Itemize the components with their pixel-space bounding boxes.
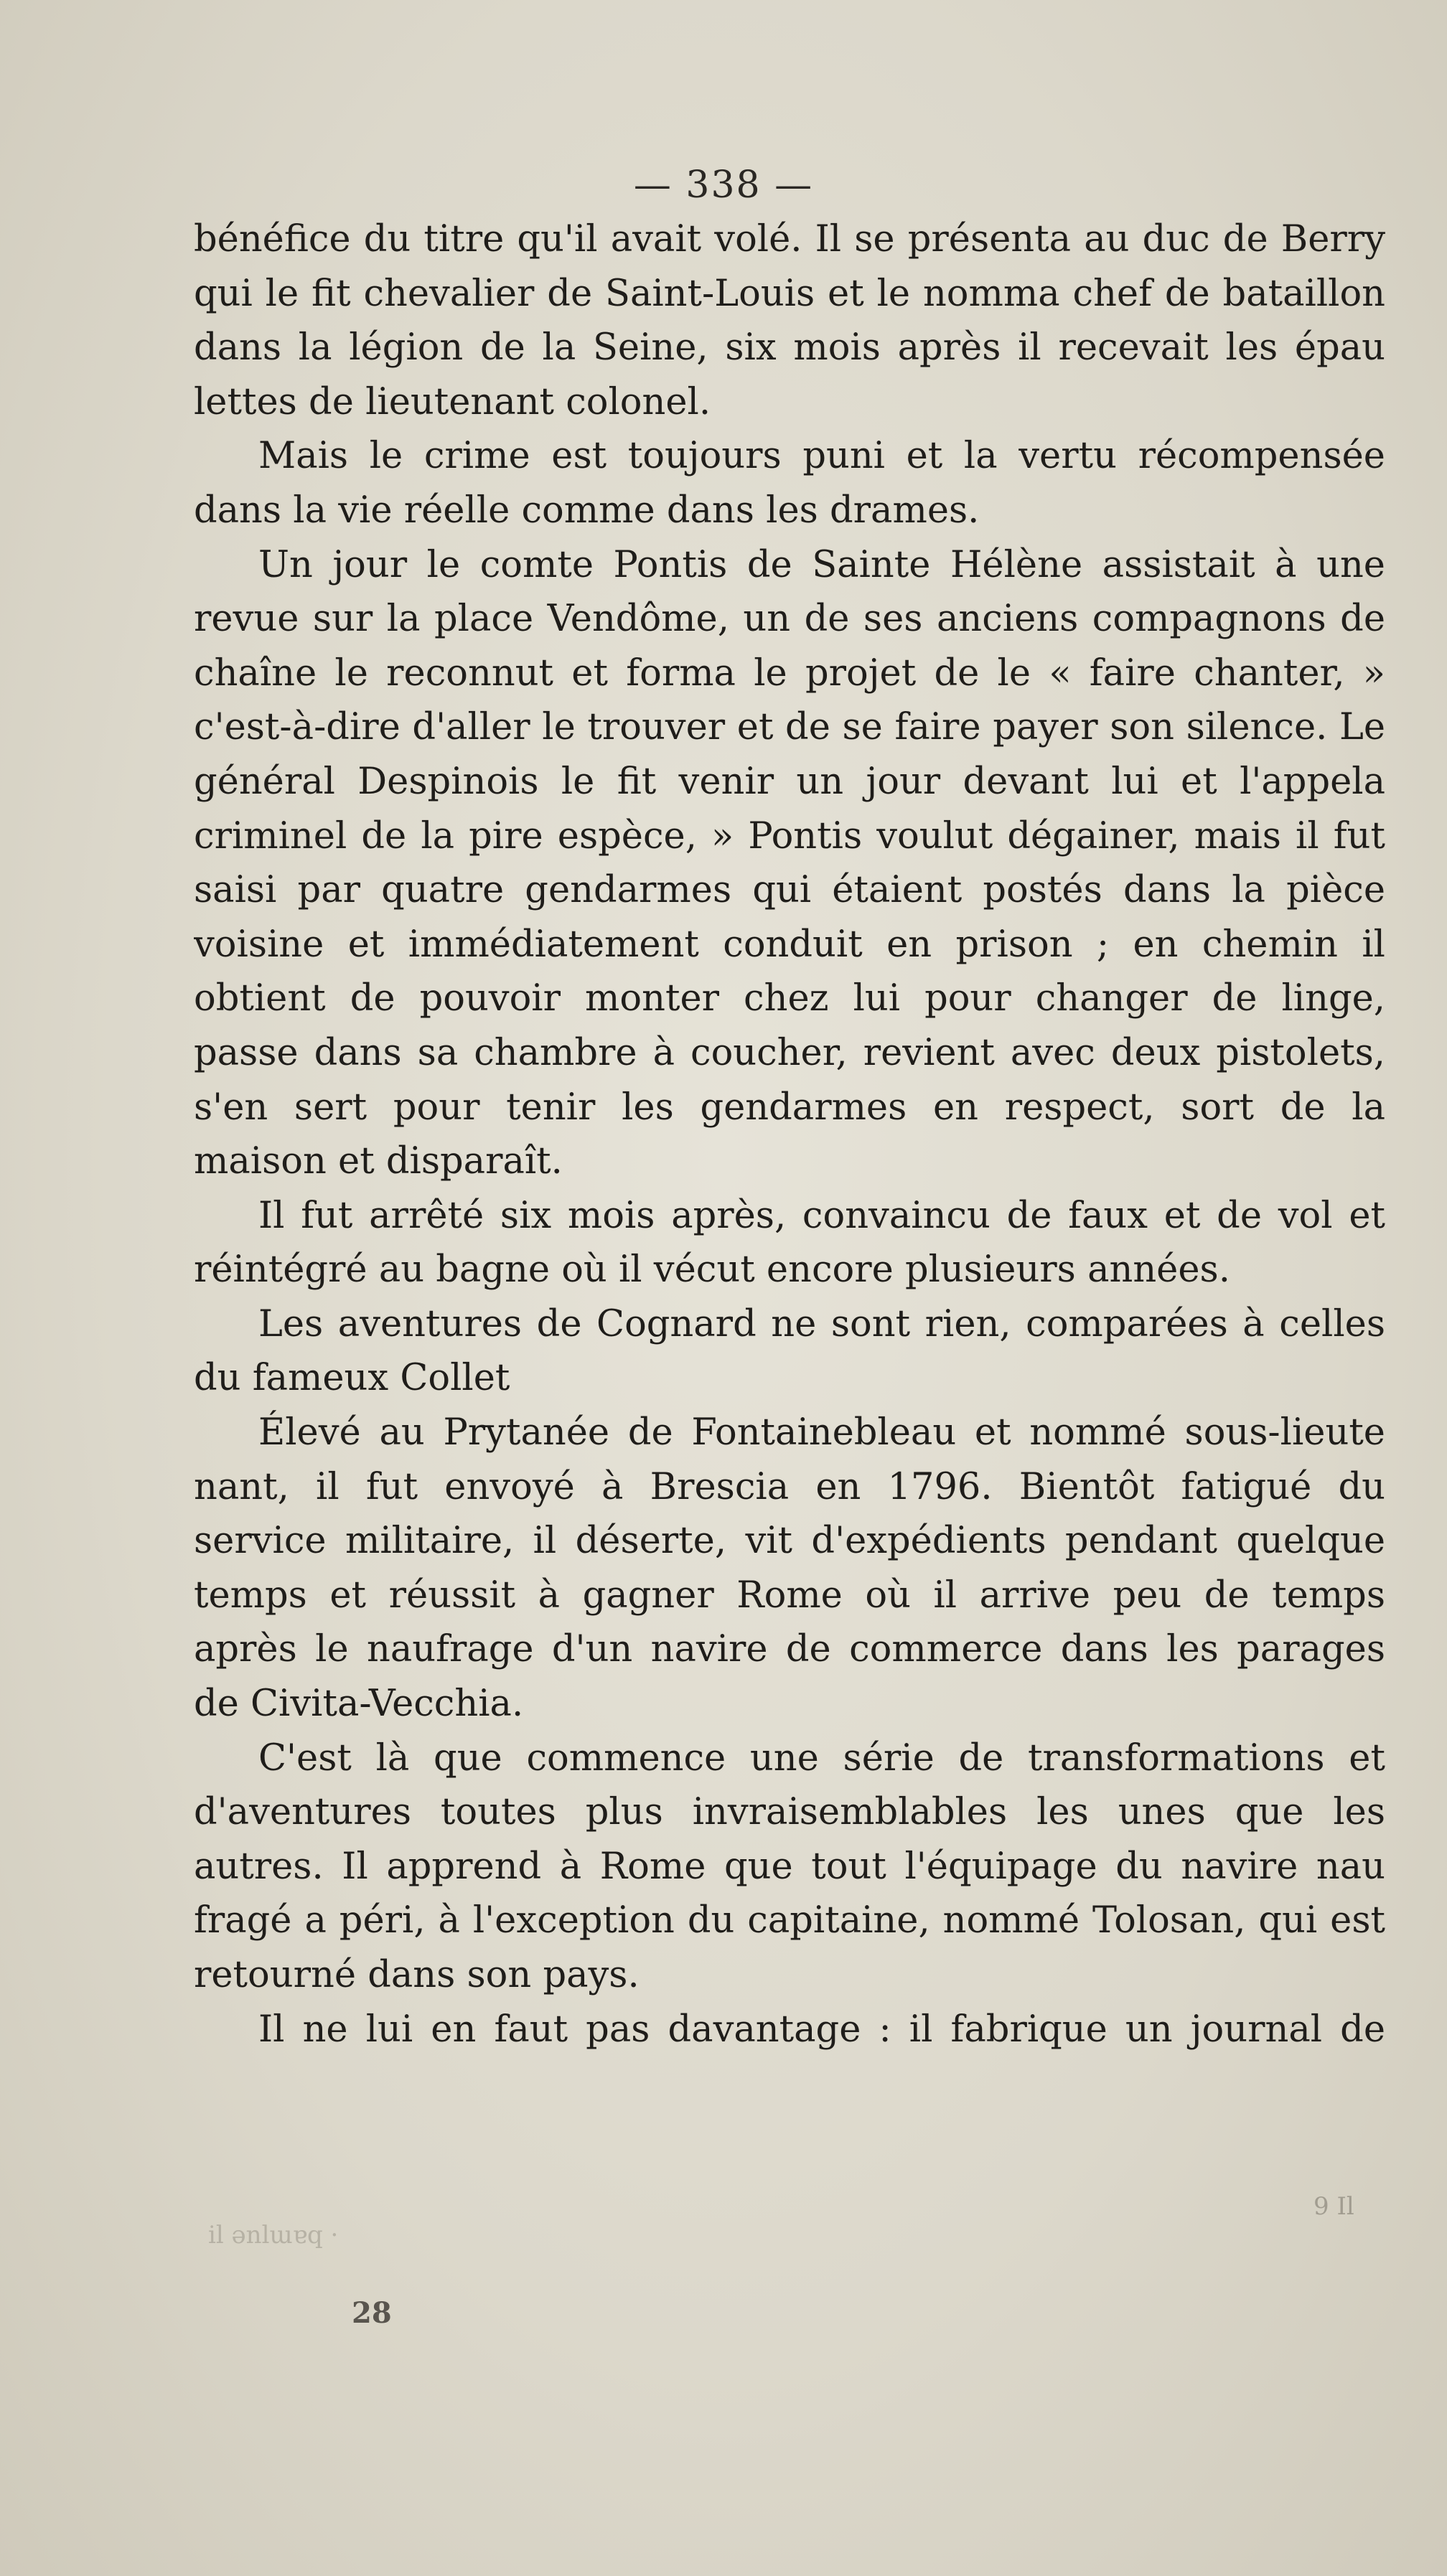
- text-line: Élevé au Prytanée de Fontainebleau et nommé sous-lieute: [258, 1411, 1385, 1454]
- text-line: dans la vie réelle comme dans les drames.: [194, 489, 980, 532]
- text-line: Il fut arrêté six mois après, convaincu de faux et de vol et: [258, 1194, 1385, 1237]
- text-line: dans la légion de la Seine, six mois après il recevait les épau: [194, 326, 1385, 370]
- text-line: Un jour le comte Pontis de Sainte Hélène assistait à une: [258, 543, 1385, 586]
- text-line: obtient de pouvoir monter chez lui pour changer de linge,: [194, 977, 1385, 1020]
- text-line: temps et réussit à gagner Rome où il arrive peu de temps: [194, 1574, 1385, 1617]
- body-text: [194, 212, 1385, 2056]
- text-line: général Despinois le fit venir un jour devant lui et l'appela: [194, 760, 1385, 803]
- text-line: s'en sert pour tenir les gendarmes en respect, sort de la: [194, 1086, 1385, 1129]
- catchword: 28: [352, 2296, 392, 2330]
- text-line: c'est-à-dire d'aller le trouver et de se faire payer son silence. Le: [194, 706, 1385, 749]
- text-line: maison et disparaît.: [194, 1140, 563, 1183]
- text-line: nant, il fut envoyé à Brescia en 1796. Bientôt fatigué du: [194, 1465, 1385, 1508]
- text-line: du fameux Collet: [194, 1357, 510, 1400]
- text-line: retourné dans son pays.: [194, 1954, 640, 1996]
- bleed-through-text: il ənlɯɐq ·: [208, 2221, 339, 2250]
- text-line: d'aventures toutes plus invraisemblables les unes que les: [194, 1791, 1385, 1834]
- text-line: autres. Il apprend à Rome que tout l'équipage du navire nau: [194, 1845, 1385, 1888]
- text-line: criminel de la pire espèce, » Pontis voulut dégainer, mais il fut: [194, 814, 1385, 857]
- margin-mark: 9 Il: [1313, 2192, 1354, 2221]
- text-line: voisine et immédiatement conduit en prison ; en chemin il: [194, 923, 1385, 966]
- text-line: revue sur la place Vendôme, un de ses anciens compagnons de: [194, 598, 1385, 641]
- text-line: réintégré au bagne où il vécut encore plusieurs années.: [194, 1249, 1230, 1292]
- text-line: fragé a péri, à l'exception du capitaine, nommé Tolosan, qui est: [194, 1899, 1385, 1942]
- text-line: saisi par quatre gendarmes qui étaient postés dans la pièce: [194, 869, 1385, 912]
- page-number: — 338 —: [633, 164, 814, 207]
- text-line: chaîne le reconnut et forma le projet de le « faire chanter, »: [194, 652, 1385, 695]
- text-line: bénéfice du titre qu'il avait volé. Il se présenta au duc de Berry: [194, 218, 1385, 260]
- text-line: service militaire, il déserte, vit d'expédients pendant quelque: [194, 1520, 1385, 1563]
- text-line: passe dans sa chambre à coucher, revient avec deux pistolets,: [194, 1031, 1385, 1074]
- text-line: Il ne lui en faut pas davantage : il fabrique un journal de: [258, 2008, 1385, 2051]
- text-line: de Civita-Vecchia.: [194, 1683, 524, 1726]
- text-line: Les aventures de Cognard ne sont rien, comparées à celles: [258, 1302, 1385, 1345]
- text-line: qui le fit chevalier de Saint-Louis et le nomma chef de bataillon: [194, 272, 1385, 315]
- text-line: après le naufrage d'un navire de commerce dans les parages: [194, 1628, 1385, 1671]
- text-line: lettes de lieutenant colonel.: [194, 380, 711, 423]
- text-line: C'est là que commence une série de transformations et: [258, 1736, 1385, 1780]
- text-line: Mais le crime est toujours puni et la vertu récompensée: [258, 435, 1385, 478]
